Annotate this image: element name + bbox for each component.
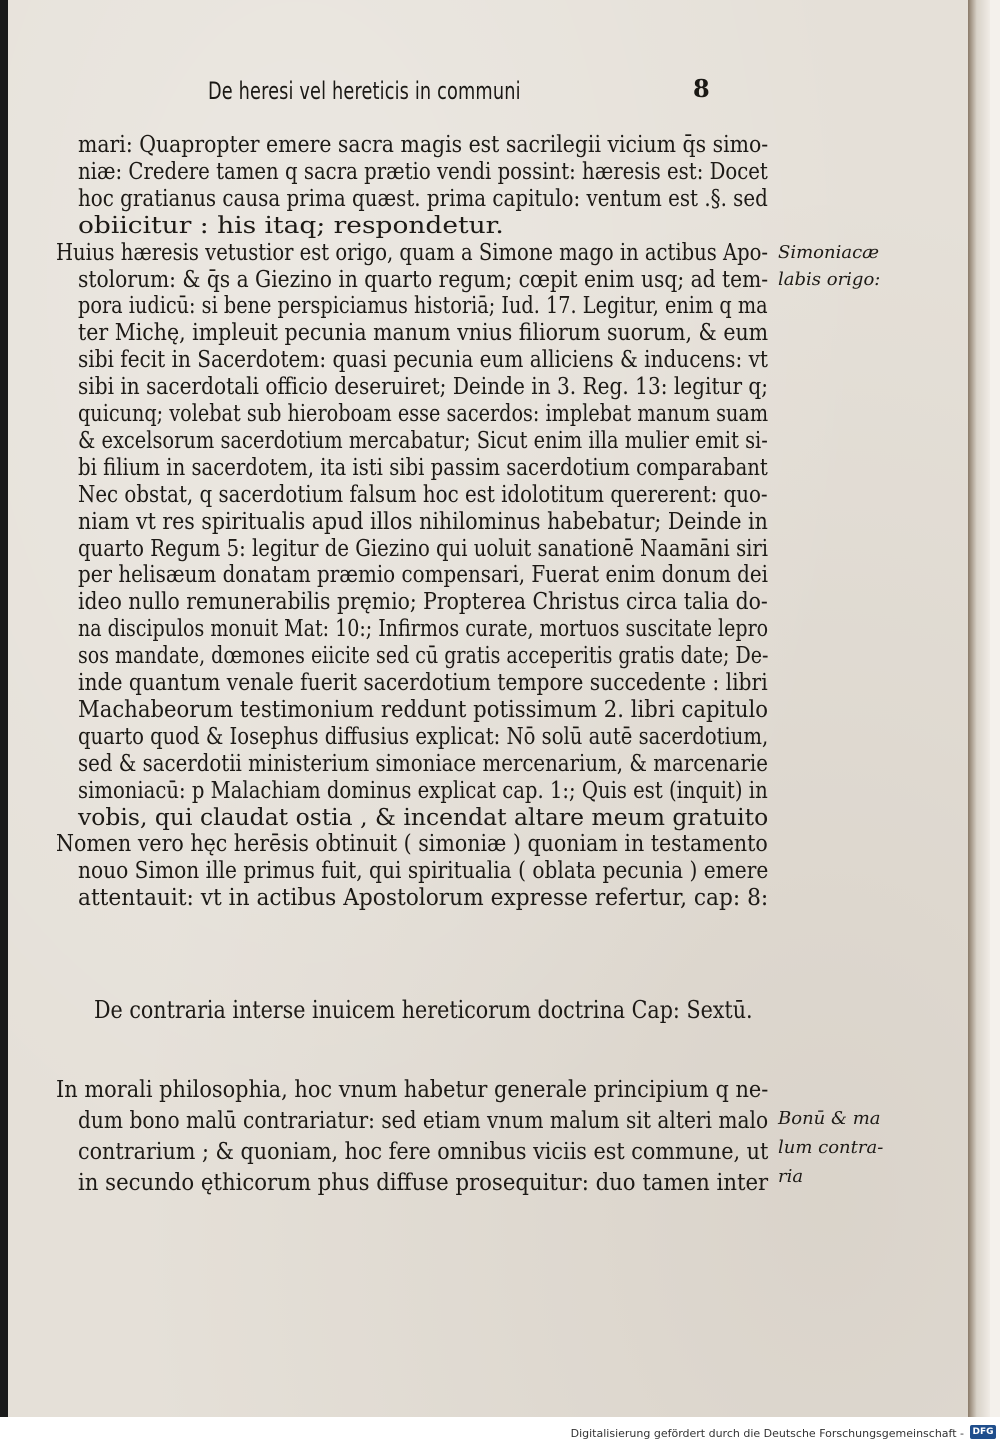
- funding-credit: Digitalisierung gefördert durch die Deutsche Forschungsgemeinschaft -: [570, 1427, 964, 1440]
- text-line: ter Michę, impleuit pecunia manum vnius filiorum suorum, & eum: [78, 320, 769, 347]
- text-line: Huius hæresis vetustior est origo, quam a Simone mago in actibus Apo-: [56, 239, 768, 266]
- text-line: quarto quod & Iosephus diffusius explicat: Nō solū autē sacerdotium,: [78, 723, 769, 750]
- text-line: attentauit: vt in actibus Apostolorum expresse refertur, cap: 8:: [78, 885, 769, 912]
- page-gutter: [990, 0, 1000, 1417]
- text-line: in secundo ęthicorum phus diffuse prosequitur: duo tamen inter: [78, 1170, 769, 1196]
- margin-note: ria: [778, 1166, 804, 1187]
- text-line: per helisæum donatam præmio compensari, Fuerat enim donum dei: [78, 562, 769, 589]
- text-line: contrarium ; & quoniam, hoc fere omnibus viciis est commune, ut: [78, 1139, 769, 1165]
- text-line: niam vt res spiritualis apud illos nihilominus habebatur; Deinde in: [78, 508, 768, 535]
- text-line: niæ: Credere tamen q sacra prætio vendi possint: hæresis est: Docet: [78, 158, 768, 185]
- text-line: simoniacū: p Malachiam dominus explicat cap. 1:; Quis est (inquit) in: [78, 777, 768, 804]
- text-line: obiicitur : his itaq; respondetur.: [78, 212, 504, 239]
- text-line: quarto Regum 5: legitur de Giezino qui uoluit sanationē Naamāni siri: [78, 535, 769, 562]
- text-line: sed & sacerdotii ministerium simoniace mercenarium, & marcenarie: [78, 750, 768, 777]
- page-edge-shadow: [968, 0, 990, 1417]
- margin-note: lum contra-: [778, 1137, 884, 1158]
- text-line: vobis, qui claudat ostia , & incendat altare meum gratuito: [78, 804, 769, 831]
- page-number: 8: [693, 74, 710, 103]
- text-line: ideo nullo remunerabilis pręmio; Propterea Christus circa talia do-: [78, 589, 768, 616]
- text-line: hoc gratianus causa prima quæst. prima capitulo: ventum est .§. sed: [78, 185, 768, 212]
- text-line: bi filium in sacerdotem, ita isti sibi passim sacerdotium comparabant: [78, 454, 768, 481]
- text-line: Nec obstat, q sacerdotium falsum hoc est idolotitum quererent: quo-: [78, 481, 768, 508]
- margin-note: Simoniacæ: [778, 242, 880, 263]
- text-line: inde quantum venale fuerit sacerdotium tempore succedente : libri: [78, 670, 768, 696]
- text-line: Nomen vero hęc herēsis obtinuit ( simoniæ ) quoniam in testamento: [56, 831, 768, 858]
- text-line: & excelsorum sacerdotium mercabatur; Sicut enim illa mulier emit si-: [78, 427, 768, 454]
- margin-note: labis origo:: [778, 269, 881, 290]
- text-line: Machabeorum testimonium reddunt potissimum 2. libri capitulo: [78, 696, 769, 723]
- chapter-heading: De contraria interse inuicem hereticorum doctrina Cap: Sextū.: [94, 996, 753, 1024]
- text-line: mari: Quapropter emere sacra magis est sacrilegii vicium q̄s simo-: [78, 132, 769, 158]
- text-line: pora iudicū: si bene perspiciamus historiā; Iud. 17. Legitur, enim q ma: [78, 293, 768, 320]
- text-line: stolorum: & q̄s a Giezino in quarto regum; cœpit enim usq; ad tem-: [78, 266, 769, 293]
- text-line: dum bono malū contrariatur: sed etiam vnum malum sit alteri malo: [78, 1108, 769, 1134]
- text-line: nouo Simon ille primus fuit, qui spiritualia ( oblata pecunia ) emere: [78, 858, 769, 885]
- running-head: De heresi vel hereticis in communi: [208, 77, 521, 105]
- text-line: na discipulos monuit Mat: 10:; Infirmos curate, mortuos suscitate lepro: [78, 616, 769, 643]
- text-line: sibi fecit in Sacerdotem: quasi pecunia eum alliciens & inducens: vt: [78, 347, 768, 374]
- text-line: sibi in sacerdotali officio deseruiret; Deinde in 3. Reg. 13: legitur q;: [78, 374, 769, 401]
- margin-note: Bonū & ma: [778, 1108, 881, 1129]
- text-line: quicunq; volebat sub hieroboam esse sacerdos: implebat manum suam: [78, 401, 769, 427]
- dfg-logo: DFG: [970, 1425, 996, 1439]
- text-line: In morali philosophia, hoc vnum habetur generale principium q ne-: [56, 1077, 769, 1103]
- text-line: sos mandate, dœmones eiicite sed cū gratis acceperitis gratis date; De-: [78, 643, 769, 670]
